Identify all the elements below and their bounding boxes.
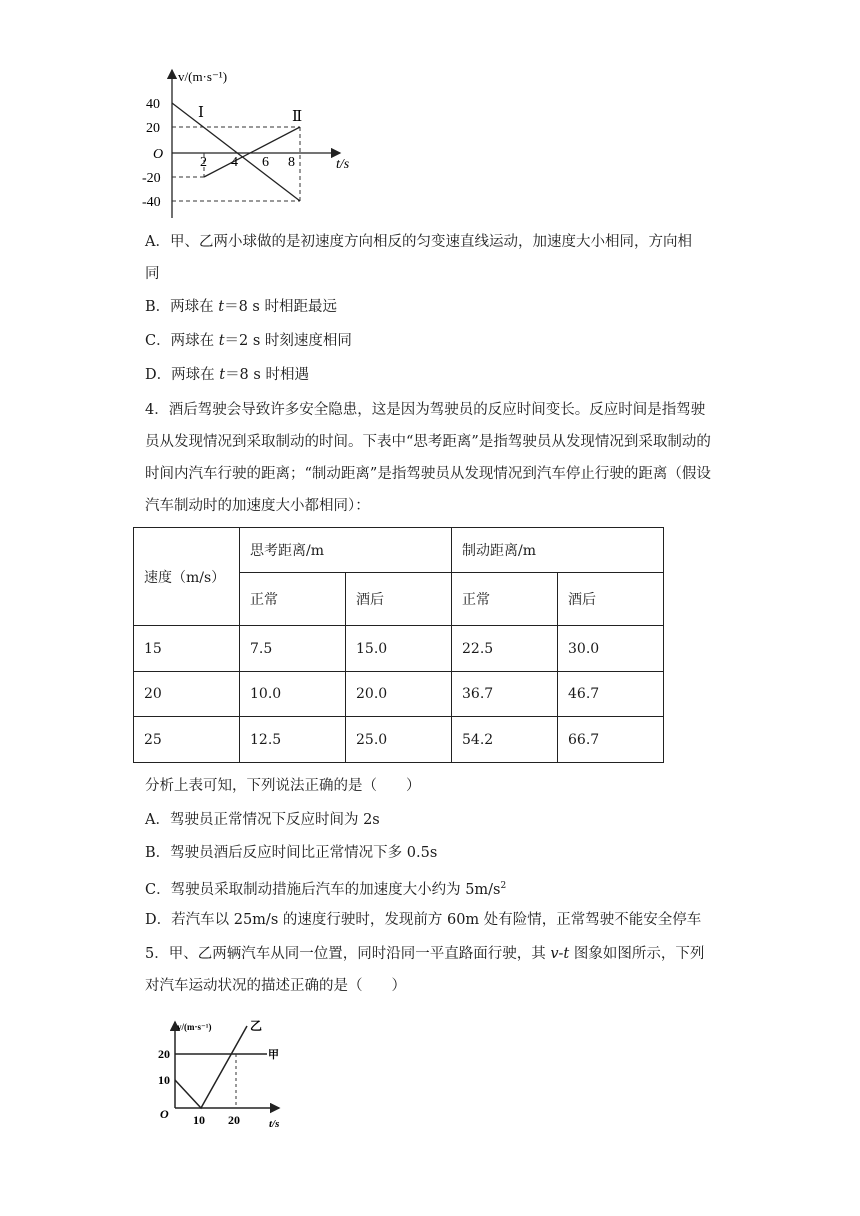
x-tick-4: 4 [231, 155, 238, 170]
x-tick-2: 2 [200, 155, 207, 170]
table-row: 20 10.0 20.0 36.7 46.7 [134, 672, 664, 717]
header-brake-distance: 制动距离/m [452, 528, 664, 573]
table-row: 25 12.5 25.0 54.2 66.7 [134, 717, 664, 763]
q4-stem: 4．酒后驾驶会导致许多安全隐患，这是因为驾驶员的反应时间变长。反应时间是指驾驶员从发现情况到采取制动的时间。下表中“思考距离”是指驾驶员从发现情况到采取制动的时间内汽车行驶的距离；“制动距离”是指驾驶员从发现情况到汽车停止行驶的距离（假设汽车制动时的加速度大小都相同）： [145, 402, 711, 514]
origin-label: O [153, 147, 164, 162]
velocity-time-graph-1 [140, 66, 370, 222]
y-tick-20: 20 [146, 121, 160, 136]
y-axis-label: v/(m·s⁻¹) [178, 69, 228, 84]
reaction-distance-table [133, 527, 664, 763]
velocity-time-graph-2 [155, 1016, 295, 1130]
line-I [172, 103, 303, 201]
header-brake-drunk: 酒后 [558, 573, 664, 626]
series-yi-label: 乙 [250, 1019, 263, 1033]
q4-option-d: D．若汽车以 25m/s 的速度行驶时，发现前方 60m 处有险情，正常驾驶不能安全停车 [145, 912, 702, 928]
header-brake-normal: 正常 [452, 573, 558, 626]
y-axis-label: v/(m·s⁻¹) [177, 1022, 212, 1032]
series-I-label: Ⅰ [198, 105, 204, 121]
q4-question: 分析上表可知，下列说法正确的是（ ） [145, 778, 421, 794]
q3-option-c: C．两球在 t＝2 s 时刻速度相同 [145, 333, 352, 349]
x-axis-label: t/s [269, 1118, 280, 1130]
x-tick-10: 10 [193, 1113, 205, 1127]
series-jia-label: 甲 [268, 1049, 279, 1061]
series-II-label: Ⅱ [292, 109, 303, 125]
q3-option-a-line1: A．甲、乙两小球做的是初速度方向相反的匀变速直线运动，加速度大小相同，方向相 [145, 234, 692, 250]
x-tick-20: 20 [228, 1113, 240, 1127]
x-tick-6: 6 [262, 155, 269, 170]
x-tick-8: 8 [288, 155, 295, 170]
line-II [204, 127, 300, 177]
q4-option-a: A．驾驶员正常情况下反应时间为 2s [145, 812, 380, 828]
q4-option-c: C．驾驶员采取制动措施后汽车的加速度大小约为 $5m/s^2$ [145, 881, 507, 898]
y-tick-10: 10 [158, 1073, 170, 1087]
y-tick-20: 20 [158, 1047, 170, 1061]
q4-option-b: B．驾驶员酒后反应时间比正常情况下多 0.5s [145, 845, 438, 861]
header-think-distance: 思考距离/m [240, 528, 452, 573]
q3-option-d: D．两球在 t＝8 s 时相遇 [145, 367, 309, 383]
header-think-drunk: 酒后 [346, 573, 452, 626]
x-axis-label: t/s [336, 157, 350, 172]
origin-label: O [160, 1107, 169, 1121]
y-tick-neg40: -40 [142, 195, 161, 210]
q5-stem: 5．甲、乙两辆汽车从同一位置，同时沿同一平直路面行驶，其 v-t 图象如图所示，下列对汽车运动状况的描述正确的是（ ） [145, 946, 705, 994]
table-row: 15 7.5 15.0 22.5 30.0 [134, 626, 664, 672]
y-tick-neg20: -20 [142, 171, 161, 186]
header-speed: 速度（m/s） [134, 528, 240, 626]
q3-option-a-line2: 同 [145, 266, 160, 282]
y-tick-40: 40 [146, 97, 160, 112]
header-think-normal: 正常 [240, 573, 346, 626]
q3-option-b: B．两球在 t＝8 s 时相距最远 [145, 299, 337, 315]
